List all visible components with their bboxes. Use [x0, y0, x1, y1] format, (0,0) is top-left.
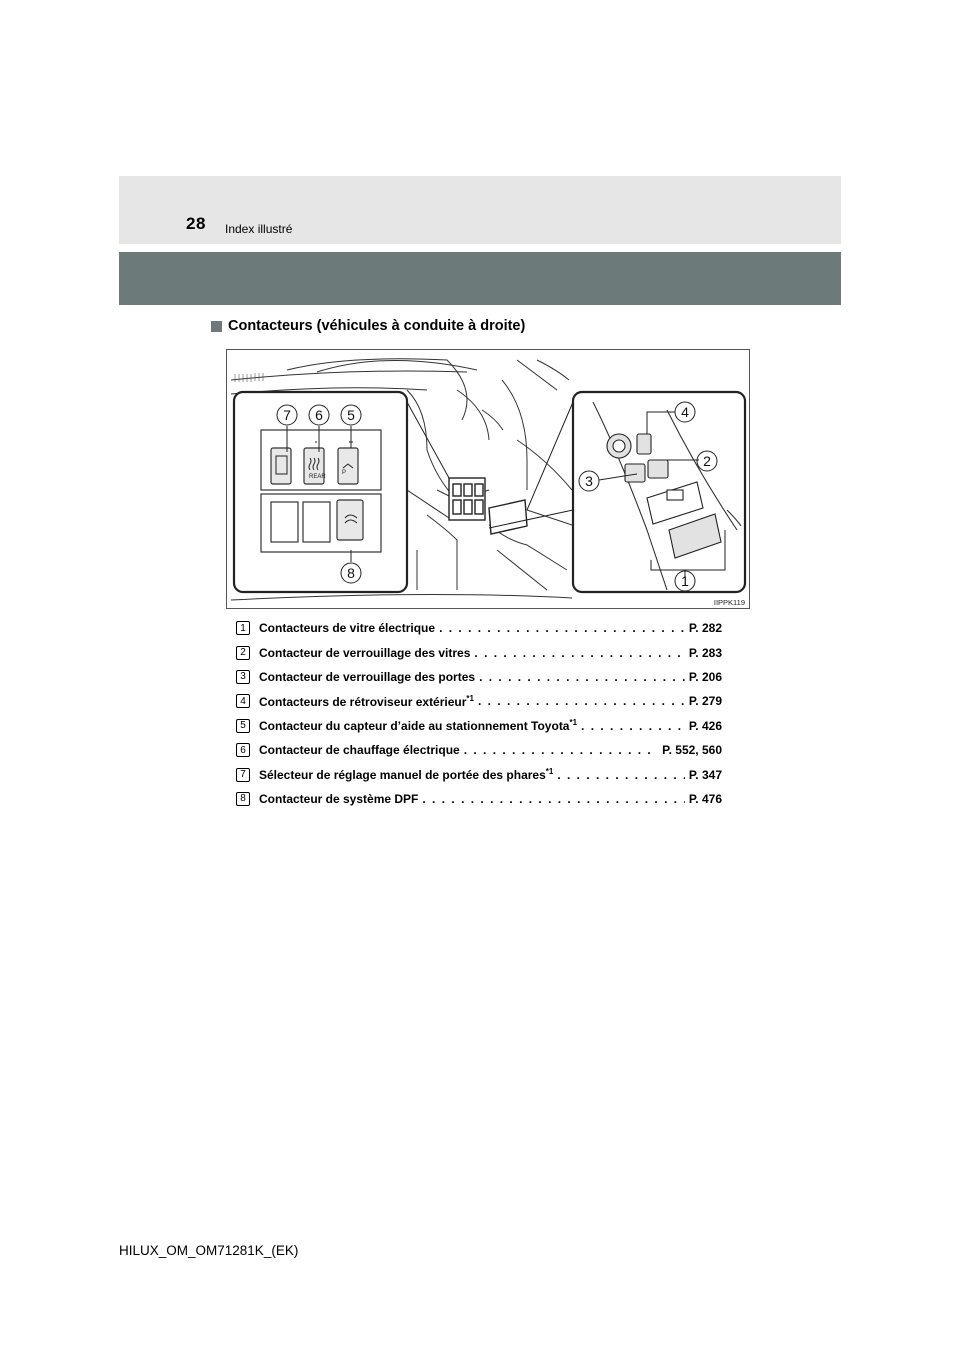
- footnote-marker: *1: [466, 693, 474, 703]
- callout-5: 5: [347, 407, 355, 423]
- page-link[interactable]: P. 279: [688, 694, 722, 709]
- item-label: Contacteurs de vitre électrique: [259, 621, 436, 636]
- item-number: 2: [236, 646, 250, 660]
- callout-1: 1: [681, 573, 689, 589]
- title-band: [119, 252, 841, 305]
- footnote-marker: *1: [569, 718, 578, 728]
- callout-7: 7: [283, 407, 291, 423]
- svg-text:P: P: [342, 470, 347, 476]
- section-title-text: Contacteurs (véhicules à conduite à droite): [228, 318, 526, 334]
- item-number: 6: [236, 743, 250, 757]
- square-bullet-icon: [211, 321, 222, 332]
- page-link[interactable]: P. 476: [688, 791, 722, 806]
- leader-dots: [464, 743, 658, 757]
- page-link[interactable]: P. 552, 560: [662, 743, 722, 758]
- page-link[interactable]: P. 283: [688, 645, 722, 660]
- item-number: 8: [236, 792, 250, 806]
- callout-8: 8: [347, 565, 355, 581]
- page-link[interactable]: P. 347: [688, 767, 722, 782]
- item-number: 7: [236, 768, 250, 782]
- list-item: [236, 762, 722, 786]
- page-link[interactable]: P. 426: [688, 718, 722, 733]
- item-number: 4: [236, 694, 250, 708]
- section-title: [211, 318, 525, 334]
- item-label: Contacteur du capteur d’aide au stationnement Toyota: [259, 719, 570, 734]
- item-number: 5: [236, 719, 250, 733]
- entry-list: [236, 616, 722, 811]
- item-label: Contacteur de verrouillage des portes: [259, 669, 476, 684]
- item-label: Contacteur de verrouillage des vitres: [259, 645, 471, 660]
- callout-2: 2: [703, 453, 711, 469]
- leader-dots: [479, 670, 685, 684]
- item-label: Sélecteur de réglage manuel de portée des phares: [259, 768, 546, 783]
- list-item: [236, 738, 722, 762]
- footer-doc-code: HILUX_OM_OM71281K_(EK): [119, 1243, 299, 1258]
- callout-4: 4: [681, 404, 689, 420]
- list-item: [236, 640, 722, 664]
- item-number: 3: [236, 670, 250, 684]
- leader-dots: [478, 694, 685, 708]
- list-item: [236, 714, 722, 738]
- leader-dots: [557, 768, 685, 782]
- page-number: 28: [186, 214, 206, 233]
- dashboard-drawing: [227, 350, 751, 610]
- list-item: [236, 665, 722, 689]
- svg-text:REAR: REAR: [309, 474, 326, 480]
- page-link[interactable]: P. 206: [688, 669, 722, 684]
- switches-illustration: [226, 349, 750, 609]
- section-name: Index illustré: [225, 222, 293, 236]
- list-item: [236, 689, 722, 713]
- leader-dots: [439, 621, 685, 635]
- item-label: Contacteur de système DPF: [259, 791, 419, 806]
- list-item: [236, 787, 722, 811]
- leader-dots: [422, 792, 684, 806]
- item-number: 1: [236, 621, 250, 635]
- figure-code: IIPPK119: [713, 598, 745, 607]
- leader-dots: [581, 719, 685, 733]
- page-link[interactable]: P. 282: [688, 621, 722, 636]
- leader-dots: [474, 646, 684, 660]
- list-item: [236, 616, 722, 640]
- callout-6: 6: [315, 407, 323, 423]
- item-label: Contacteurs de rétroviseur extérieur: [259, 694, 467, 709]
- footnote-marker: *1: [545, 767, 554, 777]
- item-label: Contacteur de chauffage électrique: [259, 743, 460, 758]
- callout-3: 3: [585, 473, 593, 489]
